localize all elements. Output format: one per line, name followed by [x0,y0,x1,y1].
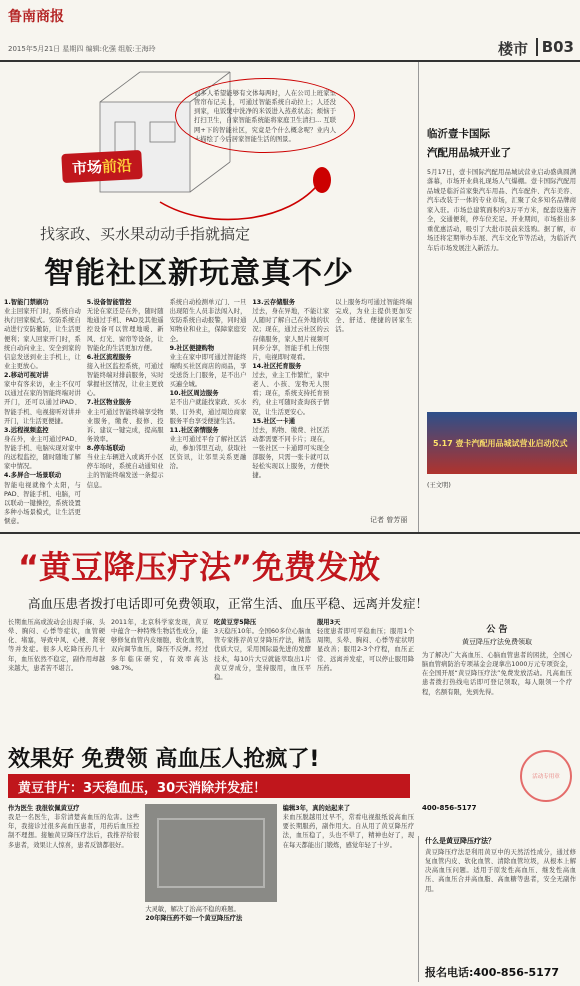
ad-photo [145,804,276,902]
ad-col-subhead: 服用3天 [317,619,341,626]
col-subhead: 7.社区物业服务 [86,399,132,407]
col-subhead: 4.多屏合一场景联动 [4,472,62,480]
notice-title: 公 告 [486,625,508,635]
tag-text-2: 前沿 [101,156,133,176]
notice-box [418,622,576,832]
section-name: 楼市 [497,40,528,58]
article-subhead: 找家政、买水果动动手指就搞定 [40,225,251,243]
ad-col-text: 3天稳压10年。全国60多位心脑血管专家推荐黄豆芽降压疗法，精选优质大豆，采用国际最先进的发酵技术，每10片大豆就能萃取出1片黄豆芽成分，坚持服用，血压平稳。 [214,628,311,681]
col-subhead: 9.社区便捷购物 [169,344,215,352]
sidebar-title: 临沂壹卡国际 [427,128,490,140]
col-text: 当业主车辆进入或离开小区停车场时，系统自动通知业主的智能终端发送一条提示信息。 [86,454,164,489]
sidebar-caption: (王文明) [427,482,451,489]
article-column [335,298,412,526]
col-text: 系统自动检测单元门、一旦出现陌生人员非法闯入时，安防系统自动报警，同时通知物业和业主，保障家庭安全。 [169,299,247,343]
ad-lower-column [145,804,276,982]
ad-col-text: 2011年，北京科学家发现，黄豆中蕴含一种特殊生物活性成分，能够修复血管内皮细胞，软化血管，双向调节血压，降压不反弹。经过多年临床研究，有效率高达98.7%。 [111,619,208,672]
lower-subhead: 20年降压药不如一个黄豆降压疗法 [145,915,243,923]
col-text: 家中有客来访，业主不仅可以通过在家的智能终端对讲开门，还可以通过iPAD、智能手机、电视接听对讲并开门，让生活更便捷。 [4,381,81,425]
col-subhead: 6.社区流程服务 [86,353,132,361]
ad-red-banner: 黄豆苷片：3天稳血压，30天消除并发症！ [8,774,410,798]
ad-lower-body [8,804,414,982]
ad-col-text: 长期血压高或波动会出现手麻、头晕、胸闷、心悸等症状，血管硬化、堵塞，导致中风、心梗、肾衰等并发症。很多人吃降压药几十年，血压依然不稳定，副作用却越来越大，患者苦不堪言。 [8,619,105,672]
lower-subhead: 编辑3年，真的站起来了 [282,805,351,812]
col-text: 过去，购物、缴费、社区活动都需要不同卡片；现在，一张社区一卡通即可实现全部服务，只需一张卡就可以轻松实现以上服务，方便快捷。 [252,426,330,480]
notice-body: 为了解决广大高血压、心脑血管患者的困扰，全国心脑血管病防治专项基金会现拿出1000万元专项资金，在全国开展“黄豆降压疗法”免费发放活动。凡高血压患者拨打热线电话即可登记领取，每人限领一个疗程，名额有限，先到先得。 [422,652,572,696]
sidebar-news [418,62,576,532]
masthead [0,0,580,62]
col-text: 无论在家还是在外，随时随地通过手机、PAD及其他遥控设备可以管理地暖、新风、灯光、窗帘等设备，让智能化的生活更加方便。 [86,308,164,352]
col-subhead: 2.移动可视对讲 [4,372,49,379]
article-column [87,298,164,526]
signup-phone: 报名电话:400-856-5177 [425,966,560,979]
article-column [252,298,329,526]
col-text: 业主回家开门时，系统自动执行回家模式。安防系统自动进行安防撤防，让生活更便利；家人回家开门时，系统自动向业主、安全到家的信息发送到业主手机上，让业主更放心。 [4,308,81,370]
col-text: 过去，身在异地，不能让家人随时了解自己在外地的状况；现在，通过云社区的云存储服务，家人照片视频可同步分享，智能手机上传照片，电视即时观看。 [252,308,330,361]
ad-col-text: 轻度患者即可平稳血压；服用1个周期，头晕、胸闷、心悸等症状明显改善；服用2-3个疗程，血压正常、远离并发症，可以停止服用降压药。 [317,628,414,672]
col-text: 业主可通过智能终端享受物业服务，缴费、报修、投诉、建议一键完成，提高服务效率。 [86,408,164,443]
col-text: 身在外，业主可通过PAD、智能手机、电脑实现对家中的远程监控，随时随地了解家中情况。 [4,435,81,471]
col-subhead: 3.远程视频监控 [4,426,49,434]
col-text: 业主在家中即可通过智能终端购买社区商店的商品，享受送货上门服务，足不出户买遍全城。 [169,353,247,389]
dateline: 2015年5月21日 星期四 编辑:化强 组版:王海玲 [8,45,156,53]
article-body [4,298,412,526]
official-stamp-icon: 活动专用章 [520,750,572,802]
ad-lower-column [283,804,414,982]
side-info-title: 什么是黄豆降压疗法？ [425,837,495,845]
notice-phone: 400-856-5177 [422,804,477,812]
col-text: 以上服务均可通过智能终端完成，为业主提供更加安全、舒适、便捷的居家生活。 [335,299,412,334]
sidebar-photo [427,412,577,474]
ad-lower-column [8,804,139,982]
tag-text-1: 市场 [71,158,103,178]
col-subhead: 13.云存储服务 [252,299,296,306]
advertisement [0,532,580,986]
lower-text: 来血压脱越用过早不，常看电视报纸说高血压要长期服药，副作用大。自从用了黄豆降压疗法，血压稳了，头也不晕了，精神也好了，现在每天都能出门锻炼，感觉年轻了十岁。 [282,814,414,849]
market-frontier-tag [61,150,142,183]
newspaper-brand: 鲁南商报 [8,9,64,25]
article-column [4,298,81,526]
article-headline: 智能社区新玩意真不少 [44,256,354,291]
col-subhead: 15.社区一卡通 [252,417,296,425]
ad-col-subhead: 吃黄豆芽5降压 [214,619,257,626]
col-text: 接入社区监控系统，可通过智能终端对排前服务，实时掌握社区情况，让业主更放心。 [86,362,164,398]
ad-subtitle: 高血压患者拨打电话即可免费领取，正常生活、血压平稳、远离并发症！ [28,596,429,611]
col-text: 足不出户就能找家政、买水果、订外卖，通过周边商家服务平台享受便捷生活。 [169,399,247,425]
col-subhead: 8.停车场联动 [86,445,126,452]
col-text: 智能电视就像个太阳，与PAD、智能手机、电脑，可以联动一键操控，系统设置多种小场景模式，让生活更惬意。 [4,481,81,525]
col-subhead: 10.社区周边服务 [169,390,219,398]
photo-banner-text: 5.17 壹卡汽配用品城试营业启动仪式 [433,439,568,448]
photo-caption: 大灵敏，解决了治高不稳的难题。 [145,906,240,913]
ad-slogan: 效果好 免费领 高血压人抢疯了! [8,747,320,772]
ad-title: “黄豆降压疗法”免费发放 [18,548,381,586]
ad-side-info [418,836,576,982]
sidebar-subtitle: 汽配用品城开业了 [427,147,511,159]
notice-subtitle: 黄豆降压疗法免费领取 [462,638,532,646]
col-subhead: 14.社区托育服务 [252,362,302,370]
col-subhead: 5.设备智能管控 [86,299,132,306]
side-info-body: 黄豆降压疗法是利用黄豆中的天然活性成分，通过修复血管内皮、软化血管、清除血管垃圾，从根本上解决高血压问题。适用于原发性高血压、继发性高血压、高血压合并高血脂、高血糖等患者，安全无副作用。 [425,849,576,893]
lower-text: 我是一名医生，非常清楚高血压的危害。这些年，我接诊过很多高血压患者，用药后血压控制不理想。接触黄豆降压疗法后，我推荐给很多患者，效果让人惊喜，患者反馈都很好。 [8,814,140,849]
col-subhead: 11.社区亲情服务 [169,426,219,434]
page-number: B03 [536,38,574,56]
sidebar-body: 5月17日，壹卡国际汽配用品城试营业启动盛典圆满落幕，市场开业典礼现场人气爆棚。壹卡国际汽配用品城是临沂首家集汽车用品、汽车配件、汽车美容、汽车改装于一体的专业市场，汇聚了众多知名品牌商家入驻。市场总建筑面积约3万平方米，配套设施齐全，交通便利，停车位充足。开业期间，市场推出多重优惠活动，吸引了大批市民前来选购。据了解，市场还将定期举办车展、汽车文化节等活动，为临沂汽车后市场发展注入新活力。 [427,169,576,252]
col-subhead: 1.智能门禁刷功 [4,299,49,306]
lower-subhead: 作为医生 我很钦佩黄豆疗 [8,805,80,812]
article-column [170,298,247,526]
feature-callout: 很多人希望能够有文体每两时，人在公司上班家里管帘布记关上，可通过智能系统自动拉上；人还没到家，电饭煲中洗净的米饭进入蒸煮状态；烦恼于打扫卫生，自家智能系统能将家庭卫生清扫… 互联网+下的智能社区，究竟是个什么概念呢？业内人士描绘了今后居家智能生活的图景。 [175,78,355,153]
col-text: 业主可通过平台了解社区活动，参加邻里互动，获取社区资讯，让邻里关系更融洽。 [169,435,247,471]
col-text: 过去，业主工作繁忙，家中老人、小孩、宠物无人照看；现在，系统支持托育预约，业主可随时查询孩子情况，让生活更安心。 [252,372,330,416]
byline: 记者 曾芳丽 [370,516,408,524]
